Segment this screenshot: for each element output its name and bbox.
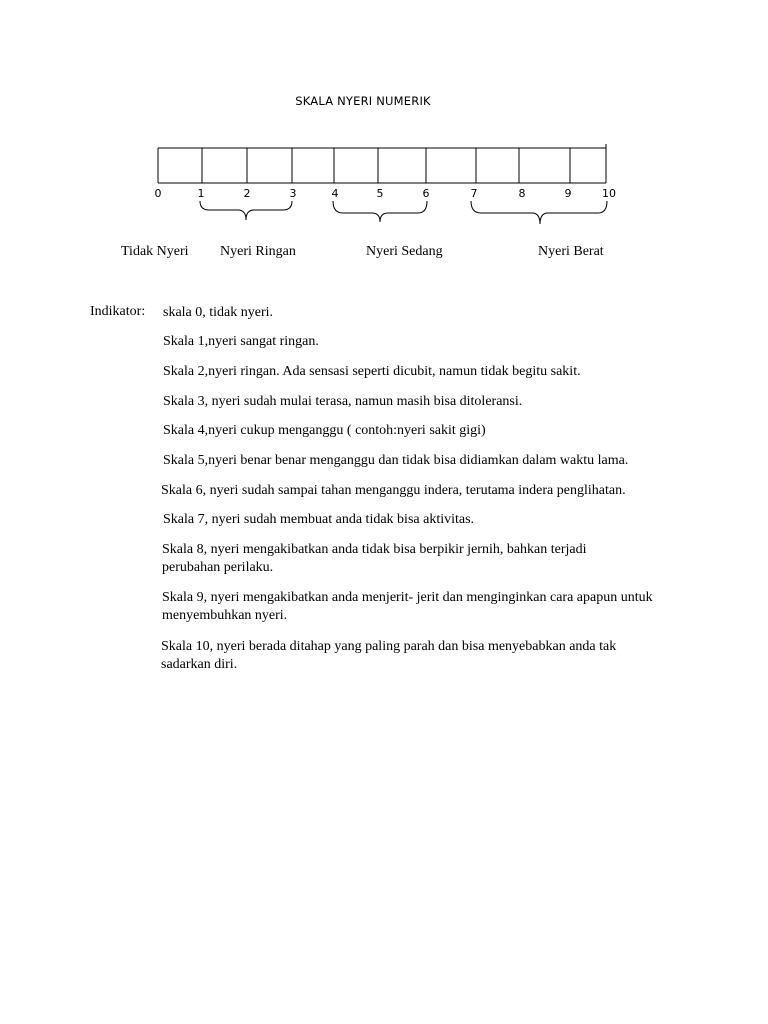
scale-number-10: 10 [602, 187, 616, 200]
scale-number-0: 0 [154, 187, 162, 200]
category-tidak-nyeri: Tidak Nyeri [121, 244, 189, 259]
indicator-item-2: Skala 2,nyeri ringan. Ada sensasi seperti dicubit, namun tidak begitu sakit. [163, 364, 581, 379]
category-nyeri-sedang: Nyeri Sedang [366, 244, 443, 259]
indicator-item-9: Skala 9, nyeri mengakibatkan anda menjerit- jerit dan menginginkan cara apapun untuk menyembuhkan nyeri. [162, 590, 653, 623]
scale-number-5: 5 [376, 187, 384, 200]
brace-nyeri-ringan [200, 201, 292, 220]
indicator-item-3: Skala 3, nyeri sudah mulai terasa, namun masih bisa ditoleransi. [163, 394, 523, 409]
scale-number-1: 1 [197, 187, 205, 200]
numeric-pain-scale [0, 0, 768, 280]
indicator-label: Indikator: [90, 304, 146, 319]
scale-number-6: 6 [422, 187, 430, 200]
scale-number-3: 3 [289, 187, 297, 200]
category-nyeri-berat: Nyeri Berat [538, 244, 604, 259]
indicator-item-0: skala 0, tidak nyeri. [163, 305, 274, 320]
indicator-item-8: Skala 8, nyeri mengakibatkan anda tidak bisa berpikir jernih, bahkan terjadi perubahan perilaku. [162, 542, 587, 575]
scale-number-8: 8 [518, 187, 526, 200]
indicator-item-7: Skala 7, nyeri sudah membuat anda tidak bisa aktivitas. [163, 512, 475, 527]
scale-number-2: 2 [243, 187, 251, 200]
brace-nyeri-sedang [333, 201, 427, 222]
indicator-item-10: Skala 10, nyeri berada ditahap yang paling parah dan bisa menyebabkan anda tak sadarkan diri. [161, 639, 617, 672]
scale-number-4: 4 [331, 187, 339, 200]
indicator-item-1: Skala 1,nyeri sangat ringan. [163, 334, 319, 349]
scale-number-7: 7 [470, 187, 478, 200]
document-title: SKALA NYERI NUMERIK [295, 94, 431, 108]
indicator-item-4: Skala 4,nyeri cukup menganggu ( contoh:nyeri sakit gigi) [163, 423, 486, 438]
scale-number-9: 9 [564, 187, 572, 200]
indicator-item-6: Skala 6, nyeri sudah sampai tahan menganggu indera, terutama indera penglihatan. [161, 483, 626, 498]
indicator-item-5: Skala 5,nyeri benar benar menganggu dan tidak bisa didiamkan dalam waktu lama. [163, 453, 629, 468]
brace-nyeri-berat [471, 201, 607, 224]
category-nyeri-ringan: Nyeri Ringan [220, 244, 296, 259]
scale-box [158, 144, 606, 183]
